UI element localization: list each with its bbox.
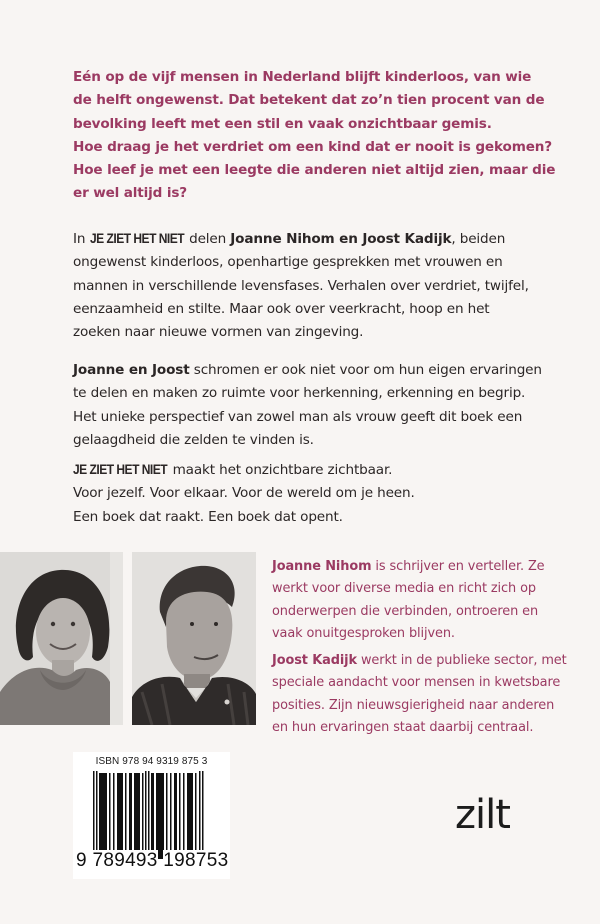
- isbn-right-digits: 198753: [163, 850, 229, 871]
- bio-line: en hun ervaringen staat daarbij centraal.: [272, 720, 534, 736]
- text: delen: [184, 231, 231, 247]
- bio-line: werkt voor diverse media en richt zich op: [272, 581, 536, 597]
- portrait-man-image: [132, 552, 256, 725]
- author-photo-joost: [132, 552, 256, 725]
- isbn-barcode: [73, 752, 230, 879]
- intro-line: de helft ongewenst. Dat betekent dat zo’n tien procent van de: [73, 92, 545, 109]
- paragraph-line: eenzaamheid en stilte. Maar ook over veerkracht, hoop en het: [73, 300, 490, 317]
- author-bio-joanne: [272, 556, 597, 646]
- paragraph-line: mannen in verschillende levensfases. Verhalen over verdriet, twijfel,: [73, 277, 529, 294]
- intro-line: er wel altijd is?: [73, 185, 188, 202]
- description-paragraph-1: [73, 227, 593, 344]
- bio-line: [272, 650, 597, 672]
- intro-line: Hoe draag je het verdriet om een kind dat er nooit is gekomen?: [73, 138, 553, 155]
- paragraph-line: te delen en maken zo ruimte voor herkenning, erkenning en begrip.: [73, 385, 526, 402]
- isbn-lead-digit: 9: [76, 850, 87, 871]
- intro-line: Hoe leef je met een leegte die anderen niet altijd zien, maar die: [73, 162, 556, 179]
- isbn-digits: [76, 850, 228, 872]
- text: schromen er ook niet voor om hun eigen ervaringen: [189, 362, 542, 378]
- description-paragraph-3: [73, 458, 593, 529]
- paragraph-line: [73, 359, 593, 382]
- bio-line: [272, 556, 597, 578]
- author-name: Joanne Nihom: [272, 559, 372, 574]
- description-paragraph-2: [73, 359, 593, 452]
- paragraph-line: [73, 458, 593, 482]
- paragraph-line: [73, 227, 593, 251]
- book-title: JE ZIET HET NIET: [73, 461, 168, 477]
- intro-line: bevolking leeft met een stil en vaak onzichtbaar gemis.: [73, 115, 492, 132]
- paragraph-line: zoeken naar nieuwe vormen van zingeving.: [73, 324, 364, 341]
- publisher-logo: zilt: [455, 792, 510, 838]
- portrait-woman-image: [0, 552, 123, 725]
- book-title: JE ZIET HET NIET: [89, 230, 184, 246]
- text: werkt in de publieke sector, met: [356, 653, 567, 668]
- author-names: Joanne Nihom en Joost Kadijk: [230, 231, 452, 247]
- isbn-label: ISBN 978 94 9319 875 3: [95, 756, 208, 767]
- text: maakt het onzichtbare zichtbaar.: [168, 462, 393, 478]
- bio-line: vaak onuitgesproken blijven.: [272, 626, 455, 642]
- intro-paragraph: [73, 66, 593, 206]
- author-names: Joanne en Joost: [73, 362, 190, 378]
- bio-line: posities. Zijn nieuwsgierigheid naar anderen: [272, 697, 555, 713]
- paragraph-line: Voor jezelf. Voor elkaar. Voor de wereld om je heen.: [73, 485, 415, 502]
- author-name: Joost Kadijk: [272, 653, 357, 668]
- bio-line: onderwerpen die verbinden, ontroeren en: [272, 603, 539, 619]
- intro-line: Eén op de vijf mensen in Nederland blijft kinderloos, van wie: [73, 69, 532, 85]
- text: is schrijver en verteller. Ze: [371, 559, 545, 574]
- paragraph-line: Een boek dat raakt. Een boek dat opent.: [73, 508, 343, 525]
- author-photo-joanne: [0, 552, 123, 725]
- isbn-left-digits: 789493: [92, 850, 158, 871]
- paragraph-line: gelaagdheid die zelden te vinden is.: [73, 431, 314, 448]
- paragraph-line: ongewenst kinderloos, openhartige gesprekken met vrouwen en: [73, 254, 503, 271]
- bio-line: speciale aandacht voor mensen in kwetsbare: [272, 675, 561, 691]
- text: In: [73, 231, 90, 247]
- paragraph-line: Het unieke perspectief van zowel man als vrouw geeft dit boek een: [73, 408, 523, 425]
- text: , beiden: [451, 231, 506, 247]
- author-bio-joost: [272, 650, 597, 740]
